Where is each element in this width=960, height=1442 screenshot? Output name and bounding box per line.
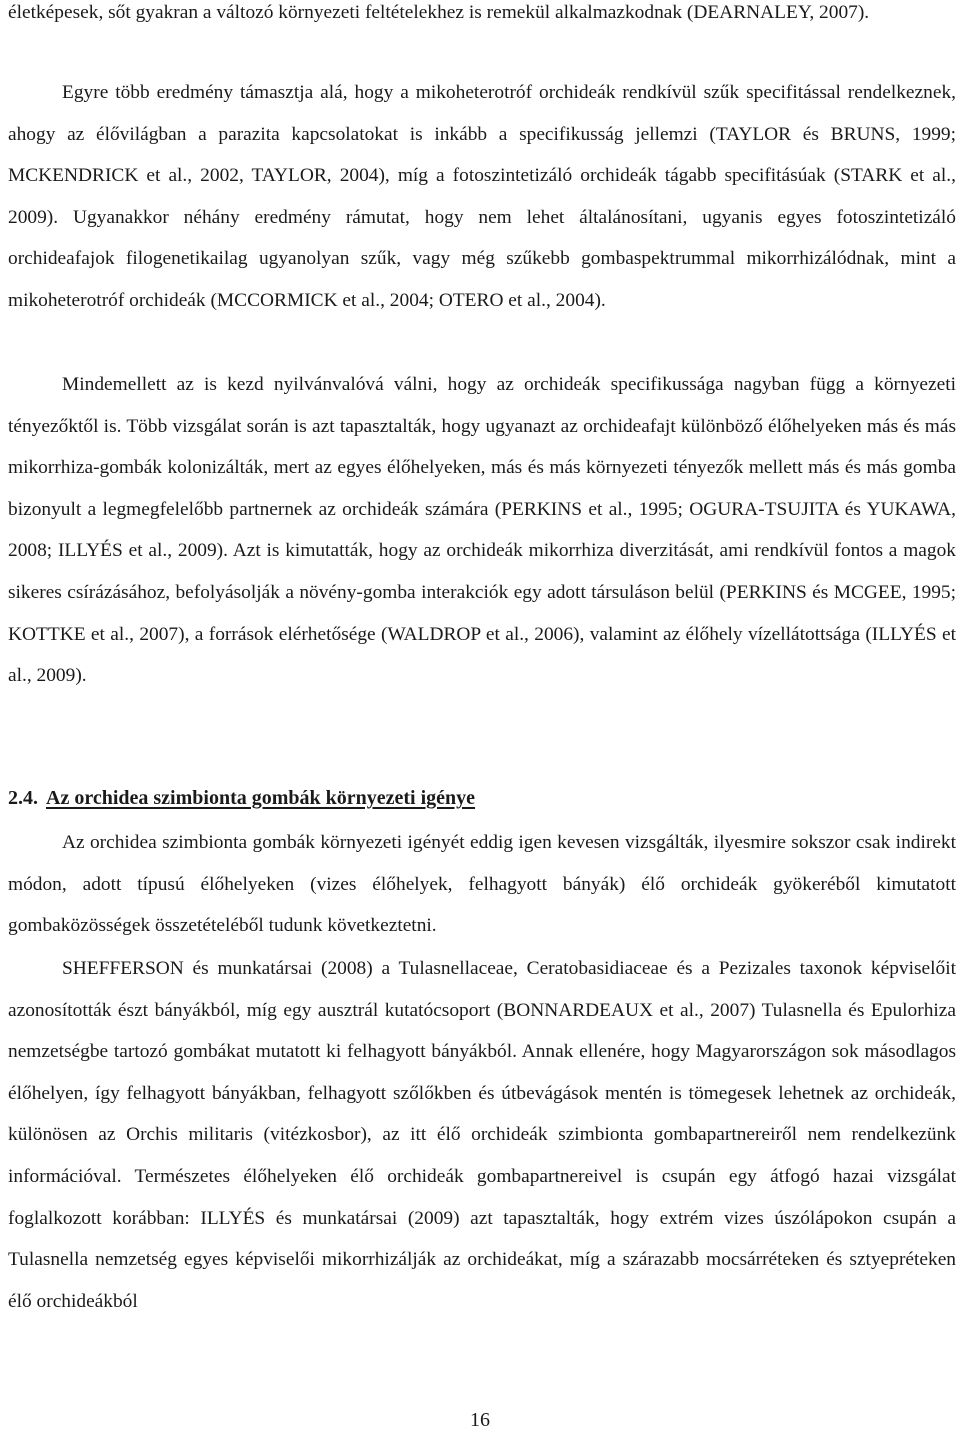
section-number: 2.4. bbox=[8, 787, 38, 809]
paragraph-environment: Mindemellett az is kezd nyilvánvalóvá válni, hogy az orchideák specifikussága nagyban függ a környezeti tényezőktől is. Több vizsgálat során is azt tapasztalták, hogy ugyanazt az orchideafajt különböző élőhelyeken más és más mikorrhiza-gombák kolonizálták, mert az egyes élőhelyeken, más és más környezeti tényezők mellett más és más gomba bizonyult a legmegfelelőbb partnernek az orchideák számára (PERKINS et al., 1995; OGURA-TSUJITA és YUKAWA, 2008; ILLYÉS et al., 2009). Azt is kimutatták, hogy az orchideák mikorrhiza diverzitását, ami rendkívül fontos a magok sikeres csírázásához, befolyásolják a növény-gomba interakciók egy adott társuláson belül (PERKINS és MCGEE, 1995; KOTTKE et al., 2007), a források elérhetősége (WALDROP et al., 2006), valamint az élőhely vízellátottsága (ILLYÉS et al., 2009). bbox=[8, 374, 956, 687]
paragraph-continuation: életképesek, sőt gyakran a változó környezeti feltételekhez is remekül alkalmazkodnak (DEARNALEY, 2007). bbox=[8, 2, 870, 23]
page-number: 16 bbox=[470, 1409, 490, 1431]
section-title: Az orchidea szimbionta gombák környezeti igénye bbox=[46, 787, 476, 809]
paragraph-symbiont-needs: Az orchidea szimbionta gombák környezeti igényét eddig igen kevesen vizsgálták, ilyesmire sokszor csak indirekt módon, adott típusú élőhelyeken (vizes élőhelyek, felhagyott bányák) élő orchideák gyökeréből kimutatott gombaközösségek összetételéből tudunk következtetni. bbox=[8, 832, 956, 937]
paragraph-shefferson: SHEFFERSON és munkatársai (2008) a Tulasnellaceae, Ceratobasidiaceae és a Pezizales taxonok képviselőit azonosították észt bányákból, míg egy ausztrál kutatócsoport (BONNARDEAUX et al., 2007) Tulasnella és Epulorhiza nemzetségbe tartozó gombákat mutatott ki felhagyott bányákból. Annak ellenére, hogy Magyarországon sok másodlagos élőhelyen, így felhagyott bányákban, felhagyott szőlőkben és útbevágások mentén is tömegesek lehetnek az orchideák, különösen az Orchis militaris (vitézkosbor), az itt élő orchideák szimbionta gombapartnereiről nem rendelkezünk információval. Természetes élőhelyeken élő orchideák gombapartnereivel is csupán egy átfogó hazai vizsgálat foglalkozott korábban: ILLYÉS és munkatársai (2009) azt tapasztalták, hogy extrém vizes úszólápokon csupán a Tulasnella nemzetség egyes képviselői mikorrhizálják az orchideákat, míg a szárazabb mocsárréteken és sztyeprétеken élő orchideákból bbox=[8, 958, 956, 1312]
section-heading bbox=[8, 778, 956, 818]
paragraph-specificity: Egyre több eredmény támasztja alá, hogy a mikoheterotróf orchideák rendkívül szűk specifitással rendelkeznek, ahogy az élővilágban a parazita kapcsolatokat is inkább a specifikusság jellemzi (TAYLOR és BRUNS, 1999; MCKENDRICK et al., 2002, TAYLOR, 2004), míg a fotoszintetizáló orchideák tágabb specifitásúak (STARK et al., 2009). Ugyanakkor néhány eredmény rámutat, hogy nem lehet általánosítani, ugyanis egyes fotoszintetizáló orchideafajok filogenetikailag ugyanolyan szűk, vagy még szűkebb gombaspektrummal mikorrhizálódnak, mint a mikoheterotróf orchideák (MCCORMICK et al., 2004; OTERO et al., 2004). bbox=[8, 82, 956, 311]
